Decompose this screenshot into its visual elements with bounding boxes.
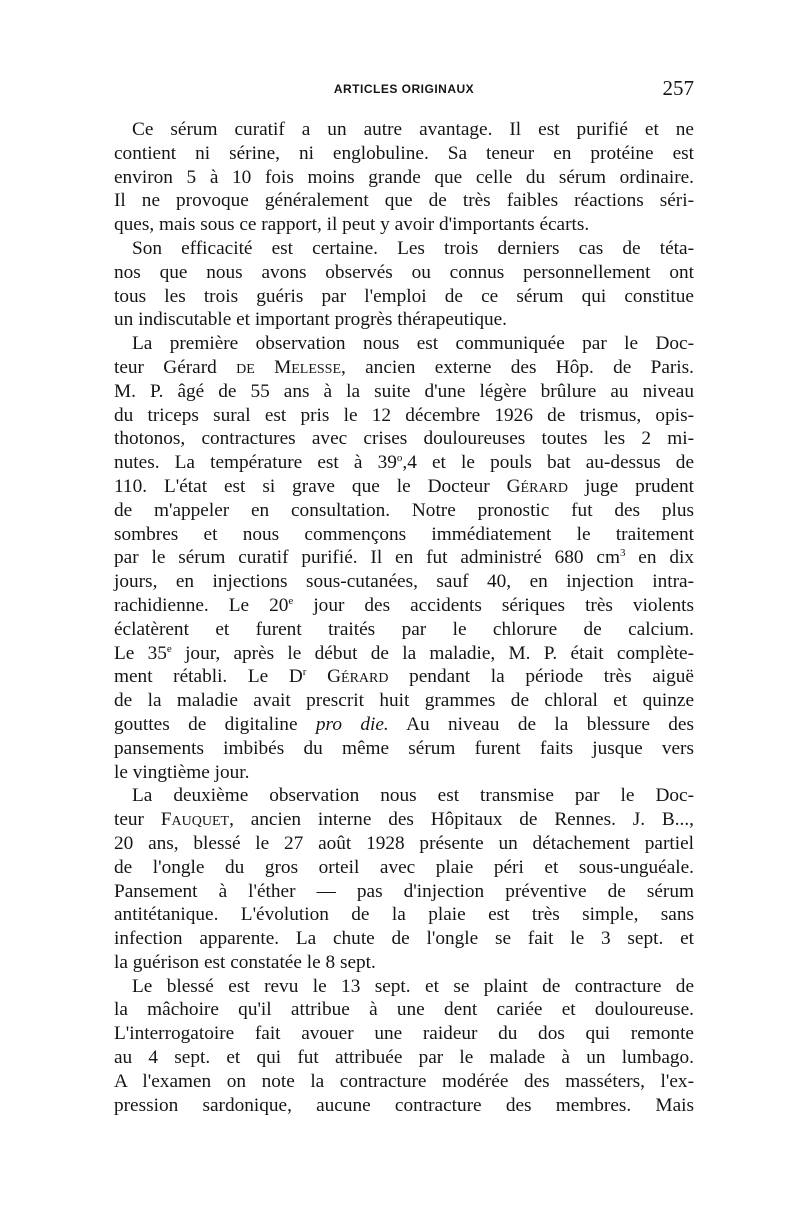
superscript: 3 [619,547,626,560]
text-span: rachidienne. Le 20 [114,594,289,616]
text-span: , ancien externe des Hôp. de Paris. [341,356,694,378]
text-line: thotonos, contractures avec crises douloureuses toutes les 2 mi- [114,428,694,450]
text-line [114,642,694,666]
text-line: La deuxième observation nous est transmise par le Doc- [132,785,694,807]
text-span: ment rétabli. Le D [114,666,303,688]
text-line: Le blessé est revu le 13 sept. et se plaint de contracture de [132,975,694,997]
text-span: en dix [625,547,694,569]
text-line [114,451,694,475]
text-line: pansements imbibés du même sérum furent faits jusque vers [114,737,694,759]
text-line: A l'examen on note la contracture modérée des masséters, l'ex- [114,1070,694,1092]
text-span: gouttes de digitaline [114,713,316,735]
text-line [114,713,694,737]
author-name: Fauquet [160,809,230,831]
text-line: de m'appeler en consultation. Notre pronostic fut des plus [114,499,694,521]
text-span: pendant la période très aiguë [388,666,694,688]
text-line: ques, mais sous ce rapport, il peut y avoir d'importants écarts. [114,214,590,236]
text-line: contient ni sérine, ni englobuline. Sa teneur en protéine est [114,142,694,164]
text-line [114,475,694,499]
text-line: la mâchoire qu'il attribue à une dent cariée et douloureuse. [114,999,694,1021]
text-span: 110. L'état est si grave que le Docteur [114,475,507,497]
text-span: , ancien interne des Hôpitaux de Rennes. J. B..., [229,809,694,831]
text-line: de la maladie avait prescrit huit grammes de chloral et quinze [114,690,694,712]
text-span: teur [114,809,161,831]
text-span: jour, après le début de la maladie, M. P. était complète- [171,642,695,664]
text-line: de l'ongle du gros orteil avec plaie péri et sous-unguéale. [114,856,694,878]
text-line: 20 ans, blessé le 27 août 1928 présente un détachement partiel [114,832,694,854]
text-line: tous les trois guéris par l'emploi de ce sérum qui constitue [114,285,694,307]
text-line: sombres et nous commençons immédiatement le traitement [114,523,694,545]
text-line: La première observation nous est communiquée par le Doc- [132,333,694,355]
text-line: Il ne provoque généralement que de très faibles réactions séri- [114,190,694,212]
text-line: jours, en injections sous-cutanées, sauf 40, en injection intra- [114,571,694,593]
text-line: pression sardonique, aucune contracture des membres. Mais [114,1094,694,1116]
page-number: 257 [662,76,694,100]
author-name: Gérard [506,475,568,497]
page-header [114,76,694,100]
superscript: r [302,666,307,679]
text-span: juge prudent [568,475,694,497]
text-line: nos que nous avons observés ou connus personnellement ont [114,261,694,283]
superscript: e [166,642,172,655]
text-line: Ce sérum curatif a un autre avantage. Il est purifié et ne [132,119,694,140]
text-line: le vingtième jour. [114,761,250,783]
author-name: de Melesse [236,356,341,378]
text-line: M. P. âgé de 55 ans à la suite d'une légère brûlure au niveau [114,380,694,402]
text-line: du triceps sural est pris le 12 décembre 1926 de trismus, opis- [114,404,694,426]
text-span: Le 35 [114,642,167,664]
text-span: teur Gérard [114,356,237,378]
text-line [114,546,694,570]
running-title: ARTICLES ORIGINAUX [333,82,475,96]
text-span [306,666,327,687]
text-span: Au niveau de la blessure des [388,713,694,735]
author-name: Gérard [327,666,389,688]
article-body [114,118,694,1117]
text-span: ,4 et le pouls bat au-dessus de [402,452,695,474]
text-line: au 4 sept. et qui fut attribuée par le malade à un lumbago. [114,1047,694,1069]
text-line: L'interrogatoire fait avouer une raideur du dos qui remonte [114,1023,694,1045]
text-line: Son efficacité est certaine. Les trois derniers cas de téta- [132,237,694,259]
text-line: Pansement à l'éther — pas d'injection préventive de sérum [114,880,694,902]
text-line: environ 5 à 10 fois moins grande que celle du sérum ordinaire. [114,166,694,188]
superscript: o [396,452,403,465]
text-line: la guérison est constatée le 8 sept. [114,951,376,973]
text-line: éclatèrent et furent traités par le chlorure de calcium. [114,618,694,640]
text-span: nutes. La température est à 39 [114,452,397,474]
text-line [114,356,694,380]
text-line: antitétanique. L'évolution de la plaie est très simple, sans [114,904,694,926]
italic-text: pro die. [315,713,389,735]
text-line: un indiscutable et important progrès thérapeutique. [114,309,508,331]
text-line: infection apparente. La chute de l'ongle se fait le 3 sept. et [114,928,694,950]
text-line [114,665,694,689]
superscript: e [288,594,294,607]
text-line [114,808,694,832]
text-span: par le sérum curatif purifié. Il en fut administré 680 cm [114,547,620,569]
text-span: jour des accidents sériques très violents [293,594,694,616]
text-line [114,594,694,618]
